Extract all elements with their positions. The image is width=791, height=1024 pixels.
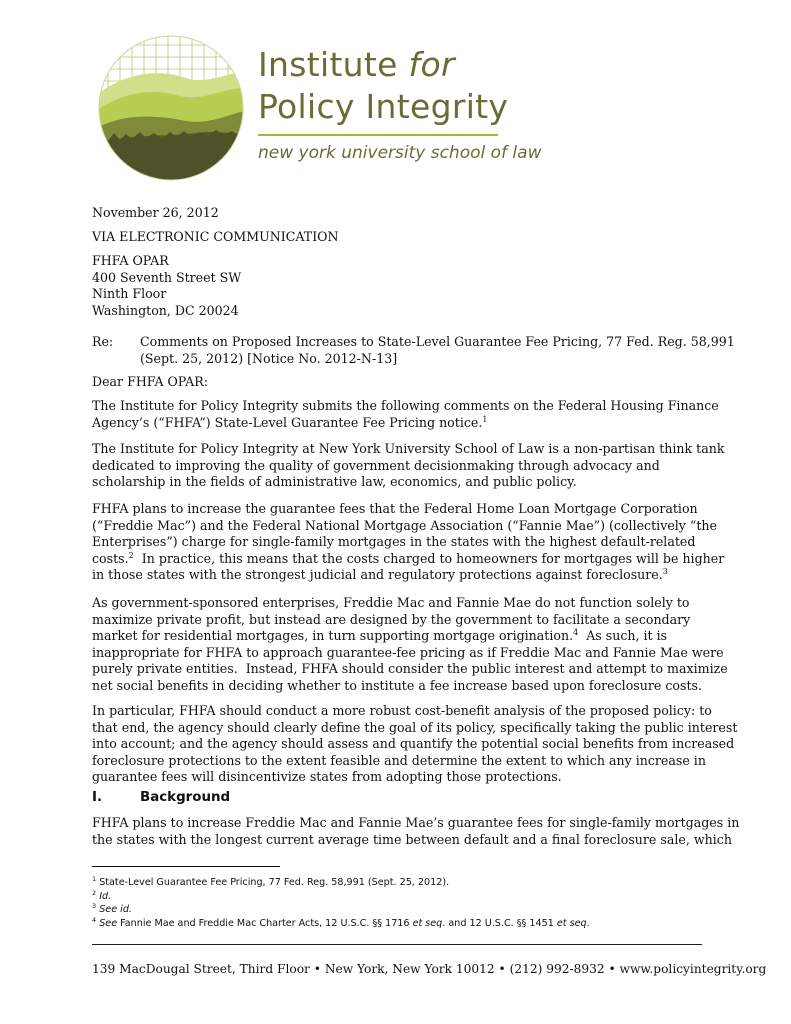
footnotes <box>92 876 590 930</box>
recipient-address <box>92 253 708 319</box>
institute-logo-icon <box>96 33 246 183</box>
footnote-divider <box>92 866 280 867</box>
recipient-name: FHFA OPAR <box>92 253 169 268</box>
footnote-4: $^4$ See Fannie Mae and Freddie Mac Charter Acts, 12 U.S.C. §§ 1716 et seq. and 12 U.S.C. §§ 1451 et seq. <box>92 915 590 929</box>
letterhead <box>96 33 542 183</box>
recipient-floor: Ninth Floor <box>92 286 167 301</box>
letterhead-divider <box>258 134 498 136</box>
recipient-street: 400 Seventh Street SW <box>92 269 242 285</box>
section-number: I. <box>92 790 103 805</box>
section-title: Background <box>140 790 231 805</box>
paragraph-6: FHFA plans to increase Freddie Mac and Fannie Mae’s guarantee fees for single-family mortgages in the states with the longest current average time between default and a final foreclosure sale, which <box>92 815 740 847</box>
re-label: Re: <box>92 334 114 349</box>
footnote-ref-1: 1 <box>482 414 488 424</box>
paragraph-3: FHFA plans to increase the guarantee fees that the Federal Home Loan Mortgage Corporation (“Freddie Mac”) and the Federal National Mortgage Association (“Fannie Mae”) (collectively “the Enterprises”) charge for single-family mortgages in the states with the highest default-related costs.$^2$ In practice, this means that the costs charged to homeowners for mortgages will be higher in those states with the strongest judicial and regulatory protections against foreclosure.$^3$ <box>92 501 725 582</box>
paragraph-5: In particular, FHFA should conduct a more robust cost-benefit analysis of the proposed policy: to that end, the agency should clearly define the goal of its policy, specifically taking the public interest into account; and the agency should assess and quantify the potential social benefits from increased foreclosure protections to the extent feasible and determine the extent to which any increase in guarantee fees will disincentivize states from adopting those protections. <box>92 703 738 784</box>
delivery-method: VIA ELECTRONIC COMMUNICATION <box>92 229 339 244</box>
paragraph-1: The Institute for Policy Integrity submits the following comments on the Federal Housing Finance Agency’s (“FHFA”) State-Level Guarantee Fee Pricing notice.$^1$ <box>92 398 719 430</box>
footnote-1: $^1$ State-Level Guarantee Fee Pricing, 77 Fed. Reg. 58,991 (Sept. 25, 2012). <box>92 874 450 888</box>
section-heading <box>92 790 230 805</box>
paragraph-4: As government-sponsored enterprises, Freddie Mac and Fannie Mae do not function solely to maximize private profit, but instead are designed by the government to facilitate a secondary market for residential mortgages, in turn supporting mortgage origination.$^4$ As such, it is inappropriate for FHFA to approach guarantee-fee pricing as if Freddie Mac and Fannie Mae were purely private entities. Instead, FHFA should consider the public interest and attempt to maximize net social benefits in deciding whether to institute a fee increase based upon foreclosure costs. <box>92 595 728 693</box>
letter-date: November 26, 2012 <box>92 205 219 220</box>
footnote-2: $^2$ Id. <box>92 888 112 902</box>
salutation: Dear FHFA OPAR: <box>92 374 209 389</box>
footer-address: 139 MacDougal Street, Third Floor • New York, New York 10012 • (212) 992-8932 • www.policyintegrity.org <box>92 962 767 976</box>
recipient-city: Washington, DC 20024 <box>92 302 239 318</box>
org-subtitle: new york university school of law <box>258 143 542 163</box>
paragraph-2: The Institute for Policy Integrity at New York University School of Law is a non-partisan think tank dedicated to improving the quality of government decisionmaking through advocacy and scholarship in the fields of administrative law, economics, and public policy. <box>92 441 725 489</box>
footnote-ref-4: 4 <box>573 627 579 637</box>
org-name-line1: Institute for <box>258 45 455 84</box>
re-subject: Comments on Proposed Increases to State-Level Guarantee Fee Pricing, 77 Fed. Reg. 58,991 (Sept. 25, 2012) [Notice No. 2012-N-13] <box>140 334 735 366</box>
org-name-line2: Policy Integrity <box>258 87 509 126</box>
footer-divider <box>92 944 702 945</box>
footnote-ref-2: 2 <box>128 550 134 560</box>
footnote-3: $^3$ See id. <box>92 901 132 915</box>
footnote-ref-3: 3 <box>662 566 668 576</box>
